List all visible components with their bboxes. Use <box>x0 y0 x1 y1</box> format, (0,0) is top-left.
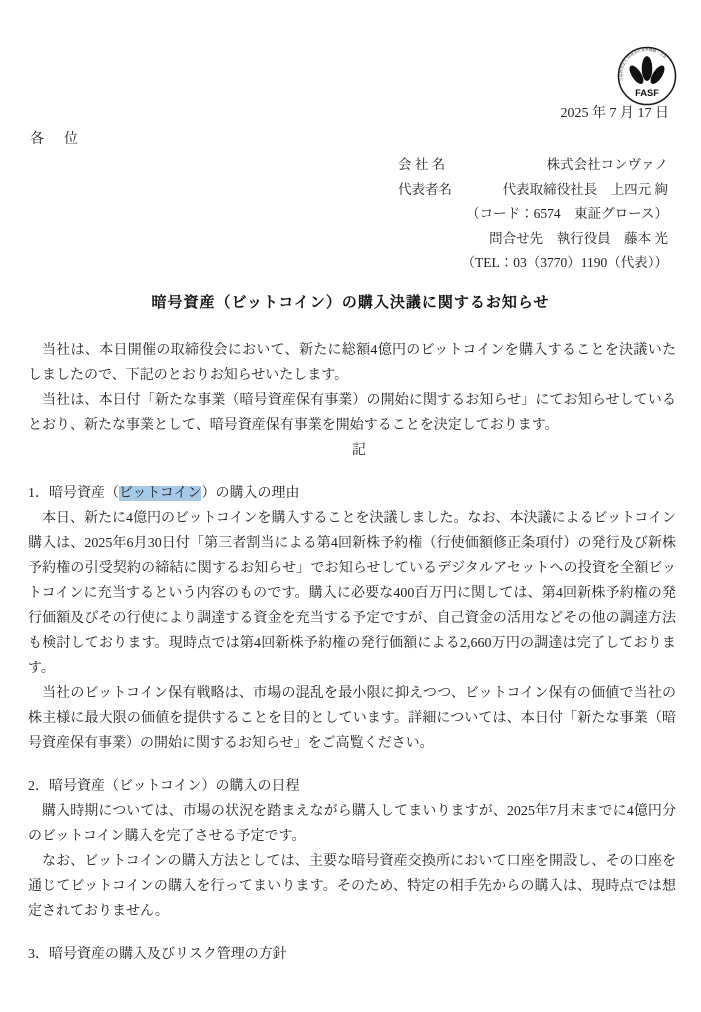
company-name-label: 会 社 名 <box>398 157 446 172</box>
recipient-label: 各 位 <box>30 132 81 147</box>
section-1 <box>28 481 676 756</box>
fasf-logo <box>616 45 678 107</box>
contact-value: 問合せ先 執行役員 藤本 光 <box>489 230 668 246</box>
highlighted-text: ビットコイン <box>119 486 202 501</box>
company-row-name <box>398 153 668 178</box>
document-body <box>28 338 676 967</box>
company-name-value: 株式会社コンヴァノ <box>546 157 668 172</box>
company-row-tel <box>398 251 668 276</box>
section-1-heading <box>28 481 676 506</box>
section-1-heading-pre: 1．暗号資産（ <box>28 486 119 501</box>
section-1-paragraph: 当社のビットコイン保有戦略は、市場の混乱を最小限に抑えつつ、ビットコイン保有の価値で当社の株主様に最大限の価値を提供することを目的としています。詳細については、本日付「新たな事業（暗号資産保有事業）の開始に関するお知らせ」をご高覧ください。 <box>28 686 676 751</box>
fasf-ring-text: 公益財団法人 財務会計基準機構・会員 <box>619 47 668 82</box>
intro-paragraph: 当社は、本日開催の取締役会において、新たに総額4億円のビットコインを購入することを決議いたしましたので、下記のとおりお知らせいたします。 <box>28 343 676 383</box>
company-row-code <box>398 202 668 227</box>
fasf-logo-graphic <box>616 45 678 107</box>
document-title: 暗号資産（ビットコイン）の購入決議に関するお知らせ <box>151 294 550 311</box>
section-2-paragraph: 購入時期については、市場の状況を踏まえながら購入してまいりますが、2025年7月末までに4億円分のビットコイン購入を完了させる予定です。 <box>28 804 676 844</box>
stock-code-value: （コード：6574 東証グロース） <box>466 206 668 221</box>
section-3 <box>28 942 676 967</box>
tel-value: （TEL：03（3770）1190（代表）） <box>461 255 668 270</box>
document-date: 2025 年 7 月 17 日 <box>560 106 669 121</box>
company-row-representative <box>398 178 668 203</box>
company-row-contact <box>398 227 668 252</box>
fasf-logo-text: FASF <box>635 87 659 98</box>
section-1-heading-post: ）の購入の理由 <box>201 486 300 501</box>
ki-label: 記 <box>352 443 366 458</box>
section-2-paragraph: なお、ビットコインの購入方法としては、主要な暗号資産交換所において口座を開設し、その口座を通じてビットコインの購入を行ってまいります。そのため、特定の相手先からの購入は、現時点では想定されておりません。 <box>28 854 676 919</box>
representative-label: 代表者名 <box>398 181 452 197</box>
section-2-heading: 2．暗号資産（ビットコイン）の購入の日程 <box>28 779 300 794</box>
section-2 <box>28 774 676 924</box>
intro-paragraph: 当社は、本日付「新たな事業（暗号資産保有事業）の開始に関するお知らせ」にてお知らせしているとおり、新たな事業として、暗号資産保有事業を開始することを決定しております。 <box>28 393 676 433</box>
leaf-center <box>642 56 653 81</box>
section-1-paragraph: 本日、新たに4億円のビットコインを購入することを決議しました。なお、本決議によるビットコイン購入は、2025年6月30日付「第三者割当による第4回新株予約権（行使価額修正条項付）の発行及び新株予約権の引受契約の締結に関するお知らせ」でお知らせしているデジタルアセットへの投資を全額ビットコインに充当するという内容のものです。購入に必要な400百万円に関しては、第4回新株予約権の発行価額及びその行使により調達する資金を充当する予定ですが、自己資金の活用などその他の調達方法も検討しております。現時点では第4回新株予約権の発行価額による2,660万円の調達は完了しております。 <box>28 511 676 676</box>
company-info-block <box>398 153 668 276</box>
representative-value: 代表取締役社長 上四元 絢 <box>502 181 668 197</box>
section-3-heading: 3．暗号資産の購入及びリスク管理の方針 <box>28 947 287 962</box>
